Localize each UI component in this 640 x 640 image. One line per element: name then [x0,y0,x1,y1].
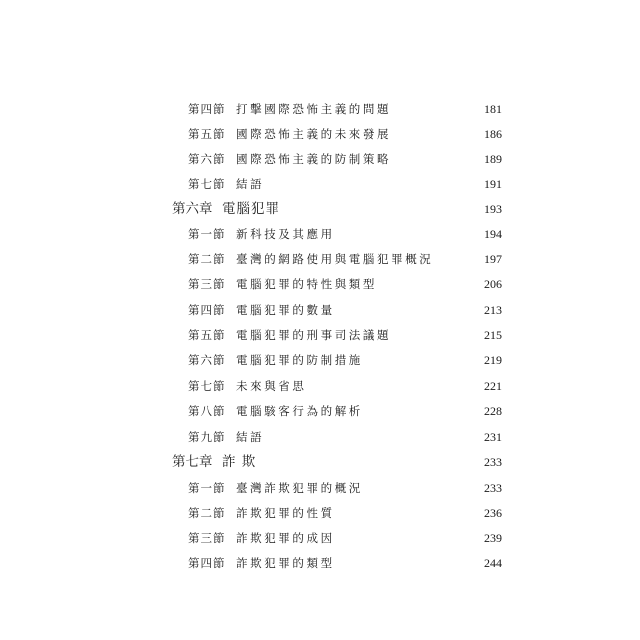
page-number: 186 [484,127,502,141]
toc-section-row [188,376,307,396]
page-number: 213 [484,303,502,317]
page-number: 244 [484,556,502,570]
section-title: 詐欺犯罪的性質 [236,506,335,520]
chapter-number: 第六章 [172,201,213,217]
section-number: 第六節 [188,353,226,367]
section-title: 電腦犯罪的防制措施 [236,353,363,367]
page-number: 193 [484,202,502,216]
toc-section-row [188,503,335,523]
page-number: 215 [484,328,502,342]
section-number: 第二節 [188,506,226,520]
toc-section-row [188,274,377,294]
toc-section-row [188,300,335,320]
chapter-number: 第七章 [172,454,213,470]
toc-chapter-row [172,452,256,472]
page-number: 233 [484,481,502,495]
section-number: 第一節 [188,227,226,241]
toc-section-row [188,249,433,269]
section-number: 第六節 [188,152,226,166]
section-number: 第四節 [188,303,226,317]
toc-section-row [188,174,264,194]
section-title: 電腦駭客行為的解析 [236,404,363,418]
section-number: 第五節 [188,127,226,141]
page-number: 197 [484,252,502,266]
section-number: 第三節 [188,531,226,545]
toc-section-row [188,401,363,421]
section-number: 第九節 [188,430,226,444]
section-title: 新科技及其應用 [236,227,335,241]
section-title: 詐欺犯罪的類型 [236,556,335,570]
toc-section-row [188,478,363,498]
toc-section-row [188,124,391,144]
page-number: 219 [484,353,502,367]
section-number: 第七節 [188,177,226,191]
section-number: 第四節 [188,556,226,570]
toc-section-row [188,325,391,345]
section-title: 未來與省思 [236,379,307,393]
page-number: 236 [484,506,502,520]
section-title: 電腦犯罪的數量 [236,303,335,317]
section-title: 結語 [236,177,265,191]
toc-chapter-row [172,199,280,219]
page-number: 194 [484,227,502,241]
toc-section-row [188,553,335,573]
section-title: 結語 [236,430,265,444]
section-title: 電腦犯罪的刑事司法議題 [236,328,392,342]
chapter-title: 詐 欺 [222,454,257,470]
toc-section-row [188,528,335,548]
toc-section-row [188,350,363,370]
page-number: 239 [484,531,502,545]
toc-section-row [188,149,391,169]
section-title: 臺灣詐欺犯罪的概況 [236,481,363,495]
toc-section-row [188,224,335,244]
section-title: 國際恐怖主義的防制策略 [236,152,392,166]
section-number: 第三節 [188,277,226,291]
page-number: 231 [484,430,502,444]
page-number: 181 [484,102,502,116]
page-number: 221 [484,379,502,393]
section-title: 詐欺犯罪的成因 [236,531,335,545]
page-number: 233 [484,455,502,469]
toc-section-row [188,427,264,447]
section-number: 第七節 [188,379,226,393]
section-number: 第五節 [188,328,226,342]
toc-section-row [188,99,391,119]
section-number: 第八節 [188,404,226,418]
page-number: 191 [484,177,502,191]
section-title: 臺灣的網路使用與電腦犯罪概況 [236,252,434,266]
page-number: 228 [484,404,502,418]
section-title: 國際恐怖主義的未來發展 [236,127,392,141]
page-number: 206 [484,277,502,291]
section-number: 第一節 [188,481,226,495]
section-title: 電腦犯罪的特性與類型 [236,277,377,291]
page-number: 189 [484,152,502,166]
section-number: 第二節 [188,252,226,266]
section-title: 打擊國際恐怖主義的問題 [236,102,392,116]
chapter-title: 電腦犯罪 [222,201,280,217]
section-number: 第四節 [188,102,226,116]
